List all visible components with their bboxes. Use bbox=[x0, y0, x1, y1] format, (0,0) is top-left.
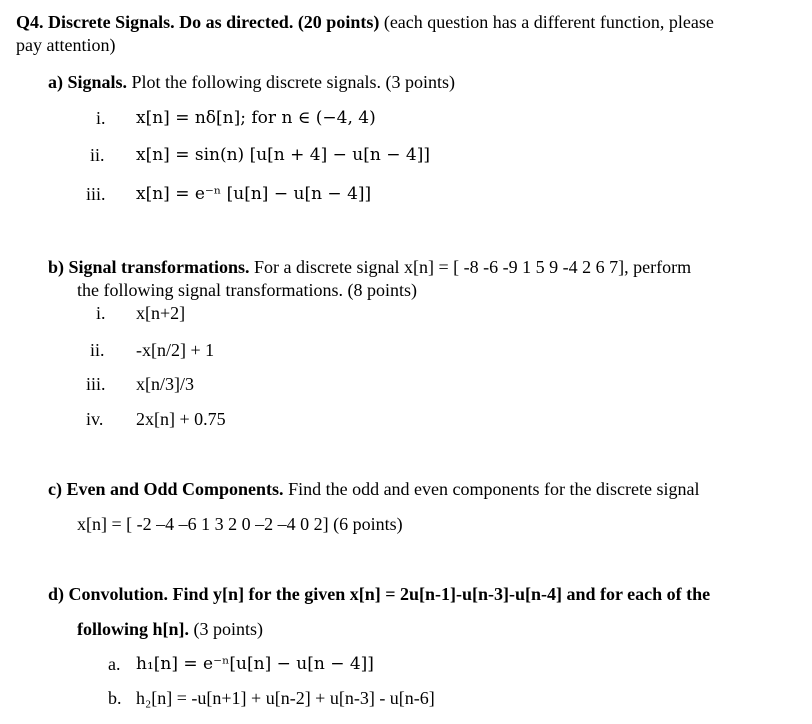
part-a-item-3-text: x[n] = e⁻ⁿ [u[n] − u[n − 4]] bbox=[136, 184, 372, 204]
part-c-header bbox=[48, 479, 699, 501]
part-c-label: c) bbox=[48, 479, 62, 499]
part-a-heading: Signals. bbox=[67, 72, 128, 92]
part-a-item-3-number: iii. bbox=[86, 184, 106, 204]
part-d-label: d) bbox=[48, 584, 65, 604]
part-d-line2-bold: following h[n]. bbox=[77, 619, 190, 639]
part-a-item-1-text: x[n] = nδ[n]; for n ∈ (−4, 4) bbox=[136, 108, 376, 128]
part-d-item-1-text: h₁[n] = e⁻ⁿ[u[n] − u[n − 4]] bbox=[136, 654, 374, 674]
part-d-line2 bbox=[77, 619, 263, 641]
part-c-heading: Even and Odd Components. bbox=[66, 479, 284, 499]
question-title-rest: (each question has a different function, please bbox=[379, 12, 714, 32]
part-b-item-1-text: x[n+2] bbox=[136, 303, 186, 323]
part-b-rest: For a discrete signal x[n] = [ -8 -6 -9 1 5 9 -4 2 6 7], perform bbox=[249, 257, 692, 277]
part-d-item-2-text: h₂[n] = -u[n+1] + u[n-2] + u[n-3] - u[n-6] bbox=[136, 688, 435, 708]
part-b-item-2-text: -x[n/2] + 1 bbox=[136, 340, 215, 360]
part-a-rest: Plot the following discrete signals. (3 points) bbox=[127, 72, 455, 92]
part-d-heading: Convolution. Find y[n] for the given x[n] = 2u[n-1]-u[n-3]-u[n-4] and for each of the bbox=[68, 584, 711, 604]
part-a-item-2-number: ii. bbox=[90, 145, 105, 165]
part-b-item-3-number: iii. bbox=[86, 374, 106, 394]
part-b-heading: Signal transformations. bbox=[68, 257, 250, 277]
part-b-label: b) bbox=[48, 257, 65, 277]
part-a-item-2-text: x[n] = sin(n) [u[n + 4] − u[n − 4]] bbox=[136, 145, 430, 165]
part-b-item-3-text: x[n/3]/3 bbox=[136, 374, 194, 394]
part-b-item-4-text: 2x[n] + 0.75 bbox=[136, 409, 226, 429]
part-d-item-1-number: a. bbox=[108, 654, 121, 674]
part-b-item-2-number: ii. bbox=[90, 340, 105, 360]
part-c-rest: Find the odd and even components for the discrete signal bbox=[283, 479, 700, 499]
question-title-bold: Q4. Discrete Signals. Do as directed. (20 points) bbox=[16, 12, 380, 32]
question-title-line2: pay attention) bbox=[16, 35, 116, 55]
part-a-item-1-number: i. bbox=[96, 108, 106, 128]
part-d-item-2-number: b. bbox=[108, 688, 122, 708]
part-b-header bbox=[48, 257, 691, 279]
part-d-line2-rest: (3 points) bbox=[189, 619, 264, 639]
question-title bbox=[16, 12, 714, 34]
part-b-line2: the following signal transformations. (8 points) bbox=[77, 280, 417, 300]
part-a-header bbox=[48, 72, 455, 94]
part-c-line2: x[n] = [ -2 –4 –6 1 3 2 0 –2 –4 0 2] (6 points) bbox=[77, 514, 403, 534]
part-a-label: a) bbox=[48, 72, 63, 92]
part-b-item-4-number: iv. bbox=[86, 409, 104, 429]
part-d-header bbox=[48, 584, 710, 606]
part-b-item-1-number: i. bbox=[96, 303, 106, 323]
